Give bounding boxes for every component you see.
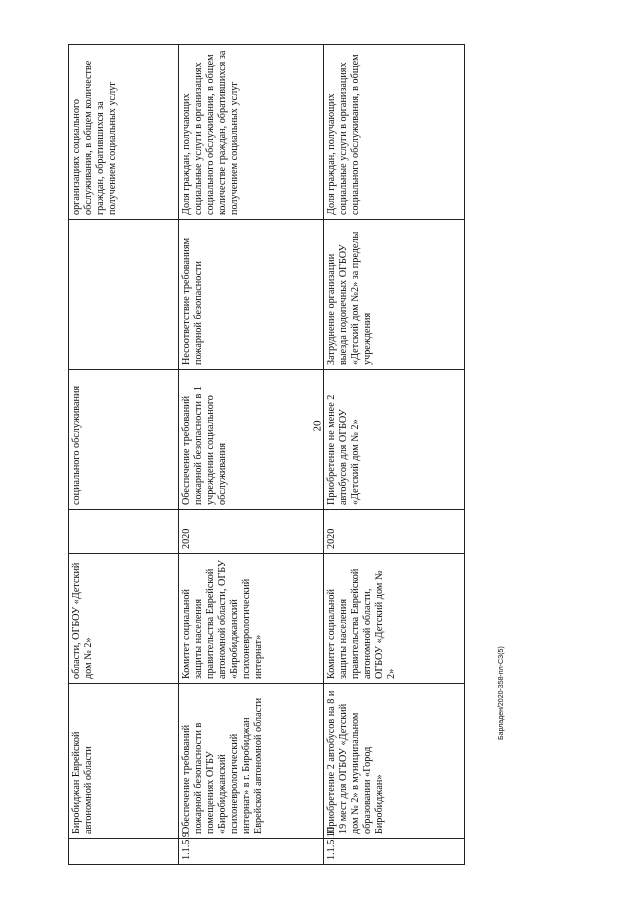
document-footer: Барладен/2020-358-пл-СЗ(5) [498, 646, 505, 740]
cell-expected-result: социального обслуживания [69, 370, 179, 510]
cell-executor: области, ОГБОУ «Детский дом № 2» [69, 554, 179, 684]
cell-year [69, 510, 179, 554]
cell-year: 2020 [324, 510, 465, 554]
table-row [324, 45, 465, 865]
cell-risk: Несоответствие требованиям пожарной безопасности [179, 220, 324, 370]
cell-number [69, 839, 179, 865]
cell-activity-name: Обеспечение требований пожарной безопасности в помещениях ОГБУ «Биробиджанский психоневрологический интернат» в г. Биробиджан Еврейской автономной области [179, 684, 324, 839]
cell-number: 1.1.5.9 [179, 839, 324, 865]
table-row [179, 45, 324, 865]
document-table-container [68, 45, 464, 865]
cell-activity-name: Биробиджан Еврейской автономной области [69, 684, 179, 839]
page-number: 20 [311, 420, 324, 432]
cell-risk: Затруднение организации выезда подопечных ОГБОУ «Детский дом №2» за пределы учреждения [324, 220, 465, 370]
cell-expected-result: Обеспечение требований пожарной безопасности в 1 учреждении социального обслуживания [179, 370, 324, 510]
cell-number: 1.1.5.10 [324, 839, 465, 865]
cell-risk [69, 220, 179, 370]
cell-year: 2020 [179, 510, 324, 554]
cell-activity-name: Приобретение 2 автобусов на 8 и 19 мест для ОГБОУ «Детский дом № 2» в муниципальном образовании «Город Биробиджан» [324, 684, 465, 839]
cell-indicator: Доля граждан, получающих социальные услуги в организациях социального обслуживания, в общем количестве граждан, обратившихся за получением социальных услуг [179, 45, 324, 220]
program-activities-table [68, 44, 465, 865]
cell-indicator: Доля граждан, получающих социальные услуги в организациях социального обслуживания, в общем [324, 45, 465, 220]
cell-executor: Комитет социальной защиты населения правительства Еврейской автономной области, ОГБУ «Биробиджанский психоневрологический интернат» [179, 554, 324, 684]
cell-executor: Комитет социальной защиты населения правительства Еврейской автономной области, ОГБОУ «Детский дом № 2» [324, 554, 465, 684]
table-row [69, 45, 179, 865]
cell-indicator: организациях социального обслуживания, в общем количестве граждан, обратившихся за получением социальных услуг [69, 45, 179, 220]
cell-expected-result: Приобретение не менее 2 автобусов для ОГБОУ «Детский дом № 2» [324, 370, 465, 510]
